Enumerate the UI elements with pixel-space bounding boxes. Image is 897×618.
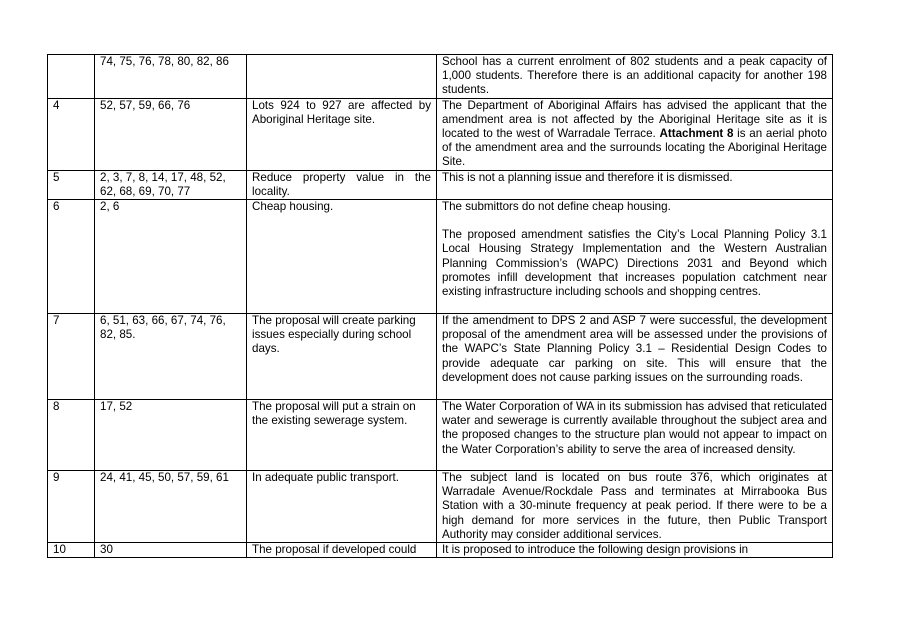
submissions-table [47, 54, 833, 558]
row-number-cell [48, 55, 95, 99]
table-row [48, 314, 833, 400]
table-row [48, 55, 833, 99]
response-text: The Department of Aboriginal Affairs has advised the applicant that the amendment area is not affected by the Aboriginal Heritage site as it is located to the west of Warradale Terrace. [442, 98, 827, 141]
issue-cell: The proposal if developed could [247, 543, 437, 558]
issue-cell: The proposal will create parking issues especially during school days. [247, 314, 437, 400]
submitters-cell: 17, 52 [95, 400, 247, 471]
issue-cell: Lots 924 to 927 are affected by Aboriginal Heritage site. [247, 98, 437, 170]
response-cell: School has a current enrolment of 802 students and a peak capacity of 1,000 students. Therefore there is an additional capacity for another 198 students. [437, 55, 833, 99]
response-cell: It is proposed to introduce the following design provisions in [437, 543, 833, 558]
row-number-cell: 4 [48, 98, 95, 170]
issue-cell: Cheap housing. [247, 200, 437, 314]
row-number-cell: 8 [48, 400, 95, 471]
row-number-cell: 10 [48, 543, 95, 558]
submitters-cell: 6, 51, 63, 66, 67, 74, 76, 82, 85. [95, 314, 247, 400]
table-row [48, 200, 833, 314]
table-row [48, 170, 833, 199]
response-cell [437, 200, 833, 314]
submitters-cell: 2, 3, 7, 8, 14, 17, 48, 52, 62, 68, 69, 70, 77 [95, 170, 247, 199]
attachment-reference: Attachment 8 [659, 127, 734, 141]
response-cell [437, 98, 833, 170]
issue-cell: Reduce property value in the locality. [247, 170, 437, 199]
submitters-cell: 30 [95, 543, 247, 558]
row-number-cell: 7 [48, 314, 95, 400]
table-row [48, 400, 833, 471]
issue-cell: In adequate public transport. [247, 471, 437, 543]
table-row [48, 98, 833, 170]
response-cell: This is not a planning issue and therefore it is dismissed. [437, 170, 833, 199]
row-number-cell: 9 [48, 471, 95, 543]
submitters-cell: 24, 41, 45, 50, 57, 59, 61 [95, 471, 247, 543]
submitters-cell: 2, 6 [95, 200, 247, 314]
row-number-cell: 6 [48, 200, 95, 314]
table-row [48, 471, 833, 543]
table-row [48, 543, 833, 558]
submitters-cell: 52, 57, 59, 66, 76 [95, 98, 247, 170]
response-text: is an aerial photo of the amendment area and the surrounds locating the Aboriginal Heritage Site. [442, 127, 827, 169]
response-cell: If the amendment to DPS 2 and ASP 7 were successful, the development proposal of the amendment area will be assessed under the provisions of the WAPC’s State Planning Policy 3.1 – Residential Design Codes to provide adequate car parking on site. This will ensure that the development does not cause parking issues on the surrounding roads. [437, 314, 833, 400]
response-paragraph: The proposed amendment satisfies the City’s Local Planning Policy 3.1 Local Housing Strategy Implementation and the Western Australian Planning Commission’s (WAPC) Directions 2031 and Beyond which promotes infill development that increases population catchment near existing infrastructure including schools and shopping centres. [442, 228, 827, 299]
response-cell: The Water Corporation of WA in its submission has advised that reticulated water and sewerage is currently available throughout the subject area and the proposed changes to the structure plan would not appear to impact on the Water Corporation’s ability to serve the area of increased density. [437, 400, 833, 471]
submitters-cell: 74, 75, 76, 78, 80, 82, 86 [95, 55, 247, 99]
issue-cell: The proposal will put a strain on the existing sewerage system. [247, 400, 437, 471]
response-paragraph: The submittors do not define cheap housing. [442, 200, 671, 214]
issue-cell [247, 55, 437, 99]
response-cell: The subject land is located on bus route 376, which originates at Warradale Avenue/Rockdale Pass and terminates at Mirrabooka Bus Station with a 30-minute frequency at peak period. If there were to be a high demand for more services in the future, then Public Transport Authority may consider additional services. [437, 471, 833, 543]
row-number-cell: 5 [48, 170, 95, 199]
